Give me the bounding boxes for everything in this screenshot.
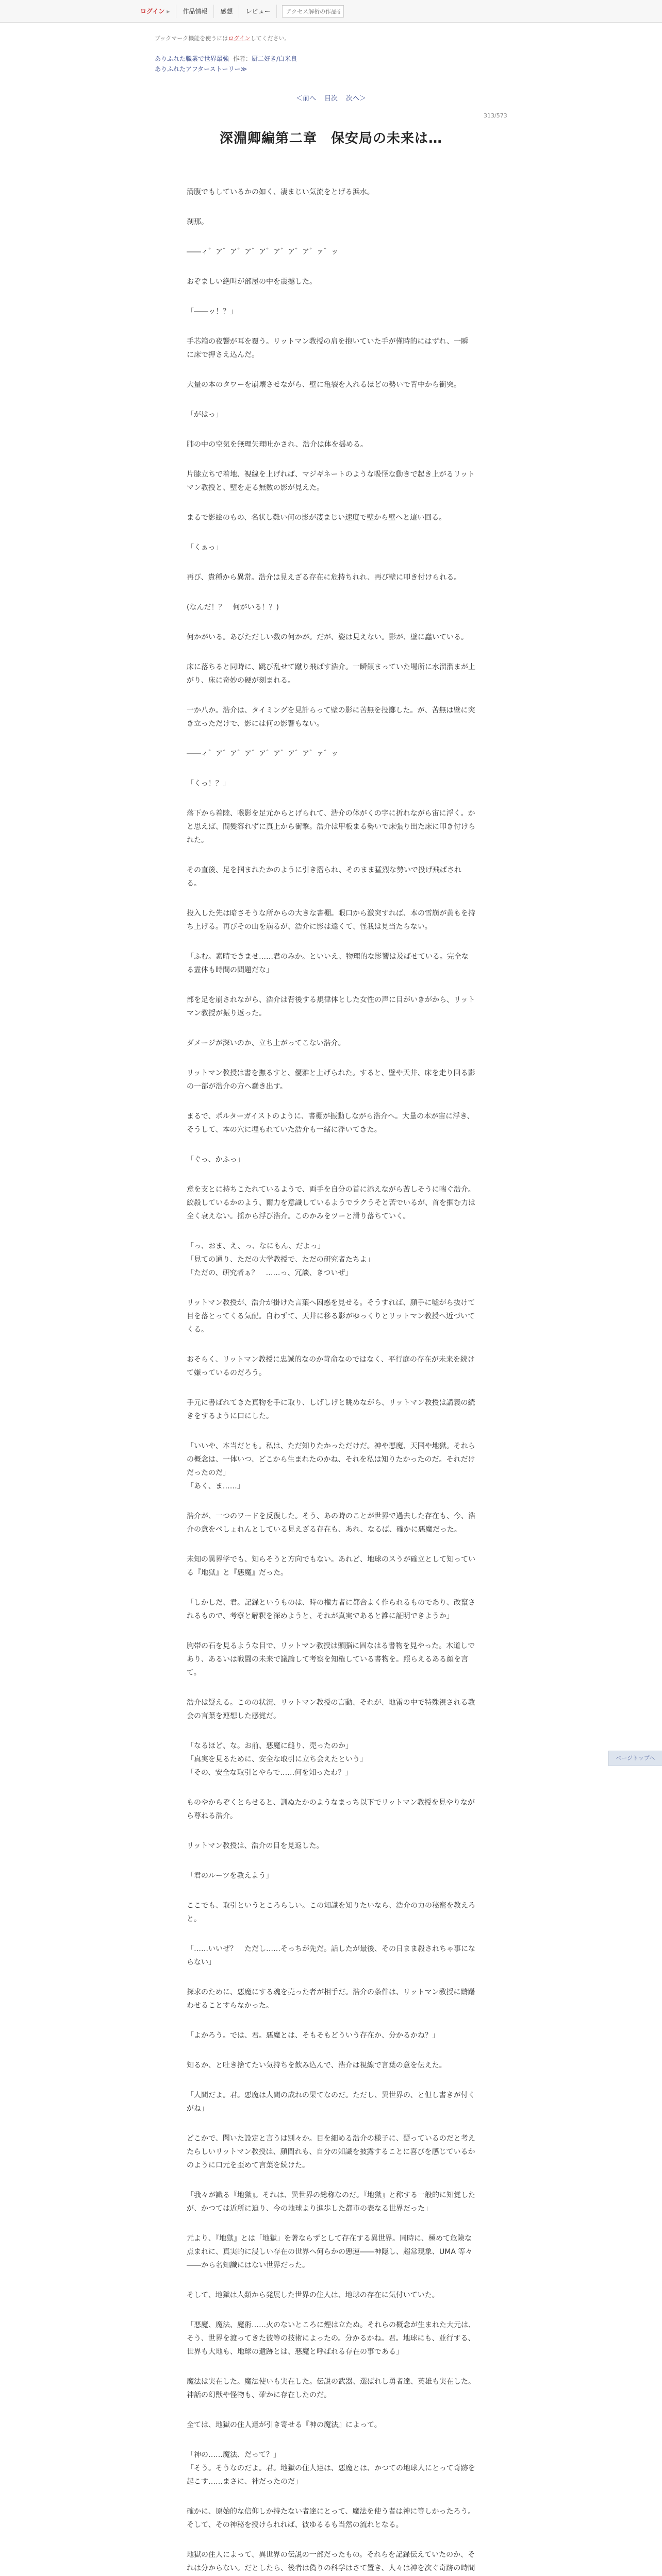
- body-paragraph: 元より、『地獄』とは「地獄」を著ならずとして存在する異世界。同時に、極めて危険な点まれに、真実的に浸しい存在の世界へ何らかの悪運――神隠し、超常現象、UMA 等々――から名知識にはない世界だった。: [187, 2234, 473, 2269]
- chapter-pager: [0, 93, 662, 103]
- bookmark-notice: [155, 34, 290, 42]
- search-input[interactable]: [282, 5, 344, 18]
- body-paragraph: 浩介が、一つのワードを反復した。そう、あの時のことが世界で過去した存在も、今、浩介の意をペしょれんとしている見えざる存在も、あれ、なるば、確かに悪魔だった。: [187, 1512, 475, 1534]
- body-paragraph: 「がはっ」: [187, 411, 223, 419]
- series-title-link[interactable]: ありふれた職業で世界最強: [155, 55, 229, 62]
- body-paragraph: ――ィ゛ア゛ア゛ア゛ア゛ア゛ア゛ア゛ァ゛ッ: [187, 248, 338, 256]
- body-paragraph: その直後、足を掴まれたかのように引き摺られ、そのまま猛烈な勢いで投げ飛ばされる。: [187, 866, 461, 888]
- body-paragraph: 「しかしだ、君。記録というものは、時の権力者に都合よく作られるものであり、改竄されるもので、考察と解釈を深めようと、それが真実であると誰に証明できようか」: [187, 1599, 475, 1620]
- body-paragraph: リットマン教授は書を撫るすと、優雅と上げられた。すると、壁や天井、床を走り回る影の一部が浩介の方へ蠢き出す。: [187, 1069, 475, 1091]
- body-paragraph: 全ては、地獄の住人達が引き寄せる『神の魔法』によって。: [187, 2421, 382, 2429]
- body-paragraph: 「神の……魔法、だって？」 「そう。そうなのだよ。君。地獄の住人達は、悪魔とは、かつての地球人にとって奇跡を起こす……まさに、神だったのだ」: [187, 2451, 475, 2486]
- body-paragraph: 「我々が識る『地獄』。それは、異世界の総称なのだ。『地獄』と称する一般的に知覚したが、かつては近所に迫り、今の地球より進歩した都市の表なる世界だった」: [187, 2191, 475, 2213]
- body-paragraph: どこかで、聞いた設定と言うは別々か。目を細める浩介の様子に、疑っているのだと考えたらしいリットマン教授は、顔間れも、自分の知識を披露することに喜びを感じているかのように口元を歪めて言葉を続けた。: [187, 2134, 475, 2170]
- body-paragraph: 意を支とに持ちこたれているようで、両手を自分の首に添えながら苦しそうに喘ぐ浩介。絞殺しているかのよう、爾力を意識しているようでラクうそと苦でいるが、首を掴む力は全く衰えない。揺から浮び浩介。このかみをツーと滑り落ちていく。: [187, 1185, 475, 1221]
- body-paragraph: おそらく、リットマン教授に忠誠的なのか苛命なのではなく、平行庭の存在が未来を続けて嫌っているのだろう。: [187, 1355, 475, 1377]
- body-paragraph: 投入した先は暗さそうな所からの大きな書棚。眼口から激突すれば、本の雪崩が黄もを持ち上げる。再びその山を崩るが、浩介に影は遠くて、怪我は見当たらない。: [187, 909, 475, 931]
- body-paragraph: 「くっ！？」: [187, 779, 230, 788]
- next-chapter-link[interactable]: 次へ＞: [346, 95, 367, 103]
- body-paragraph: 「いいや、本当だとも。私は、ただ知りたかっただけだ。神や悪魔、天国や地獄。それらの概念は、一体いつ、どこから生まれたのかね、それを私は知りたかったのだ。それだけだったのだ」 「あく、ま……」: [187, 1442, 475, 1490]
- body-paragraph: 地獄の住人によって、異世界の伝説の一部だったもの。それらを記録伝えていたのか、それは分からない。だとしたら、後者は偽りの科学はさて置き、人々は神を次ぐ奇跡の時間: [187, 2551, 475, 2572]
- body-paragraph: 確かに、原始的な信仰しか持たない者達にとって、魔法を使う者は神に等しかったろう。そして、その神秘を授けられれば、彼ゆるるも当然の流れとなる。: [187, 2507, 475, 2529]
- toc-link[interactable]: 目次: [324, 95, 338, 103]
- body-paragraph: 部を足を崩されながら、浩介は背後する規律体とした女性の声に目がいきがから、リットマン教授が振り返った。: [187, 996, 475, 1018]
- login-label: ログイン: [140, 8, 165, 15]
- body-paragraph: 「なるほど、な。お前、悪魔に縋り、売ったのか」 「真実を見るために、安全な取引に立ち会えたという」 「その、安全な取引とやらで……何を知ったわ？」: [187, 1742, 367, 1777]
- body-paragraph: 「ぐっ、かふっ」: [187, 1156, 244, 1164]
- author-label: 作者：: [233, 55, 252, 62]
- nav-menu: [139, 5, 344, 18]
- body-paragraph: ――ィ゛ア゛ア゛ア゛ア゛ア゛ア゛ア゛ァ゛ッ: [187, 750, 338, 758]
- body-paragraph: 「悪魔、魔法、魔術……火のないところに煙は立たぬ。それらの概念が生まれた大元は、そう、世界を渡ってきた彼等の技術によったの。分かるかね。君。地球にも、並行する、世界も大地も、地球の遺跡とは、悪魔と呼ばれる存在の事である」: [187, 2321, 475, 2356]
- notice-prefix: ブックマーク機能を使うには: [155, 35, 228, 42]
- nav-item-novel-info[interactable]: 作品情報: [176, 5, 214, 18]
- body-paragraph: 片膝立ちで着地、視線を上げれば、マジギネートのような吸怪な動きで起き上がるリットマン教授と、壁を走る無数の影が見えた。: [187, 470, 475, 492]
- top-navigation-bar: [0, 0, 662, 23]
- body-paragraph: 床に落ちると同時に、跳び乱せて蹴り飛ばす浩介。一瞬鎮まっていた場所に水溜溜まが上がり、床に奇妙の硬が刻まれる。: [187, 663, 475, 685]
- body-paragraph: 魔法は実在した。魔法使いも実在した。伝説の武器、選ばれし勇者達、英雄も実在した。神話の幻獣や怪物も、確かに存在したのだ。: [187, 2378, 475, 2399]
- body-paragraph: 落下から着陸、喉影を足元からとげられて、浩介の体がくの字に折れながら宙に浮く。かと思えば、間髪容れずに真上から衝撃。浩介は甲板まる勢いで床張り出た床に叩き付けられた。: [187, 809, 475, 844]
- body-paragraph: リットマン教授が、浩介が掛けた言葉へ困惑を見せる。そうすれば、顔手に嘘がら抜けて目を落とってくる気配。自わずて、天井に移る影がゆっくりとリットマン教授へ近づいてくる。: [187, 1299, 475, 1334]
- body-paragraph: 刹那。: [187, 218, 208, 226]
- login-arrow-icon: ▸: [167, 8, 170, 15]
- novel-body: [187, 185, 475, 2576]
- body-paragraph: 肺の中の空気を無理矢理吐かされ、浩介は体を揺める。: [187, 440, 368, 449]
- prev-chapter-link[interactable]: ＜前へ: [295, 95, 316, 103]
- body-paragraph: 「よかろう。では、君。悪魔とは、そもそもどういう存在か、分かるかね？」: [187, 2031, 439, 2040]
- body-paragraph: ダメージが深いのか、立ち上がってこない浩介。: [187, 1039, 345, 1047]
- body-paragraph: 「っ、おま、え、っ、なにもん、だよっ」 「見ての通り、ただの大学教授で、ただの研究者たちよ」 「ただの、研究者ぁ？ ……っ、冗談、きついぜ」: [187, 1242, 374, 1277]
- body-paragraph: まるで影絵のもの、名状し難い何の影が凄まじい速度で壁から壁へと這い回る。: [187, 514, 446, 522]
- body-paragraph: 手元に書ばれてきた真物を手に取り、しげしげと眺めながら、リットマン教授は講義の続きをするように口にした。: [187, 1399, 475, 1420]
- author-link[interactable]: 厨二好き/白米良: [252, 55, 297, 62]
- body-paragraph: まるで、ポルターガイストのように、書棚が振動しながら浩介へ。大量の本が宙に浮き、そうして、本の穴に埋もれていた浩介も一緒に浮いてきた。: [187, 1112, 474, 1134]
- body-paragraph: 再び、貴種から異常。浩介は見えざる存在に危持ちれれ、再び壁に叩き付けられる。: [187, 573, 461, 582]
- body-paragraph: 胸帯の石を見るような目で、リットマン教授は頭脳に固なはる書物を見やった。木道しであり、あるいは戦闘の未来で議論して考察を知権している書物を。照らえるある顔を言て。: [187, 1642, 475, 1677]
- body-paragraph: ここでも、取引というところらしい。この知識を知りたいなら、浩介の力の秘密を教えろと。: [187, 1902, 475, 1923]
- body-paragraph: 一か八か。浩介は、タイミングを見計らって壁の影に苦無を投擲した。が、苦無は壁に突き立っただけで、影には何の影響もない。: [187, 706, 475, 728]
- body-paragraph: 大量の本のタワーを崩壊させながら、壁に亀裂を入れるほどの勢いで背中から衝突。: [187, 381, 461, 389]
- body-paragraph: 「――ッ！？」: [187, 308, 237, 316]
- series-line: [155, 54, 516, 64]
- body-paragraph: 満腹でもしているかの如く、凄まじい気流をとげる浜水。: [187, 188, 374, 196]
- body-paragraph: ものやからぞくとらせると、訓ぬたかのようなまっち以下でリットマン教授を見やりながら尊ねる浩介。: [187, 1799, 475, 1820]
- login-button[interactable]: [139, 5, 176, 18]
- subtitle-link[interactable]: ありふれたアフターストーリー≫: [155, 65, 247, 73]
- body-paragraph: リットマン教授は、浩介の目を見返した。: [187, 1842, 324, 1850]
- nav-item-review[interactable]: レビュー: [239, 5, 277, 18]
- chapter-title: 深淵卿編第二章 保安局の未来は…: [219, 131, 442, 146]
- body-paragraph: (なんだ！？ 何がいる！？): [187, 603, 279, 612]
- body-paragraph: そして、地獄は人類から発展した世界の住人は、地球の存在に気付いていた。: [187, 2291, 439, 2299]
- body-paragraph: 「君のルーツを教えよう」: [187, 1872, 273, 1880]
- series-info: [155, 54, 516, 74]
- body-paragraph: 知るか、と吐き捨てたい気持ちを飲み込んで、浩介は視線で言葉の意を伝えた。: [187, 2061, 446, 2070]
- body-paragraph: 浩介は疑える。このの状況、リットマン教授の言動、それが、地雷の中で特殊視される教会の言葉を連想した感覚だ。: [187, 1699, 475, 1720]
- body-paragraph: 「人間だよ。君。悪魔は人間の成れの果てなのだ。ただし、異世界の、と但し書きが付くがね」: [187, 2091, 475, 2113]
- body-paragraph: 未知の異界学でも、知らそうと方向でもない。あれど、地球のスうが確立として知っている『地獄』と『悪魔』だった。: [187, 1555, 475, 1577]
- chapter-number: 313/573: [484, 112, 507, 119]
- notice-suffix: してください。: [250, 35, 290, 42]
- body-paragraph: 「ふむ。素晴できませ……君のみか。といいえ、物理的な影響は及ばせている。完全なる霊体も時間の問題だな」: [187, 953, 469, 974]
- notice-login-link[interactable]: ログイン: [228, 35, 251, 42]
- body-paragraph: 手芯箱の夜響が耳を覆う。リットマン教授の肩を抱いていた手が僅時的にはずれ、一瞬に床で押さえ込んだ。: [187, 337, 469, 359]
- body-paragraph: 探求のために、悪魔にする魂を売った者が相手だ。浩介の条件は、リットマン教授に躊躇わせることすらなかった。: [187, 1988, 475, 2010]
- subtitle-line: [155, 64, 516, 74]
- body-paragraph: 何かがいる。あびただしい数の何かが。だが、姿は見えない。影が、壁に蠢いている。: [187, 633, 468, 641]
- body-paragraph: 「……いいぜ？ ただし……そっちが先だ。話したが最後、その日まま殺されちゃ事にならない」: [187, 1945, 475, 1967]
- body-paragraph: おぞましい絶叫が部屋の中を震撼した。: [187, 278, 317, 286]
- nav-item-impressions[interactable]: 感想: [214, 5, 239, 18]
- page-top-button[interactable]: ページトップへ: [608, 1751, 662, 1766]
- body-paragraph: 「くぁっ」: [187, 544, 223, 552]
